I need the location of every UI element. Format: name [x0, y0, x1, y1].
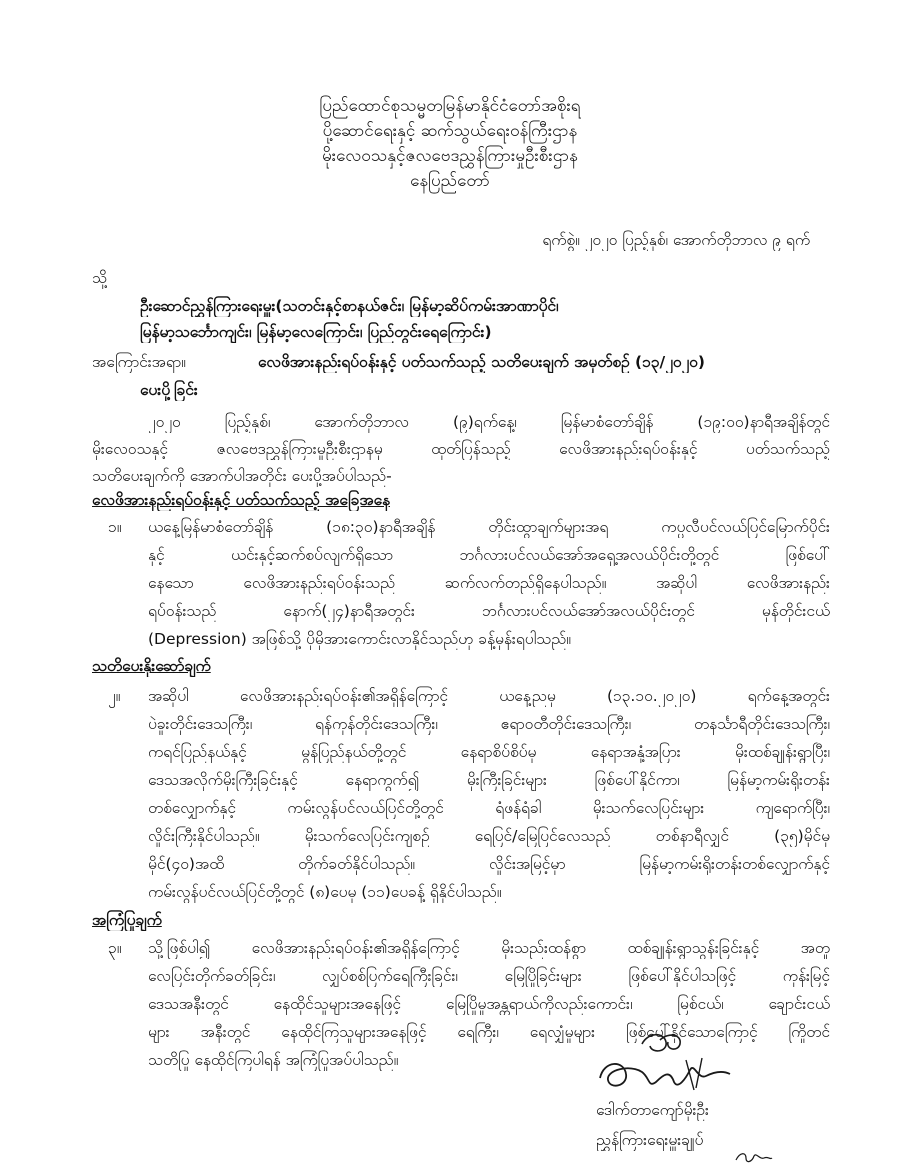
section3-number: ၃။ — [108, 939, 122, 957]
section2-line-2: ပဲခူးတိုင်းဒေသကြီး၊ ရန်ကုန်တိုင်းဒေသကြီး၊ ဧရာဝတီတိုင်းဒေသကြီး၊ တနင်္သာရီတိုင်းဒေသကြီး၊ — [148, 715, 830, 733]
recipients-line-1: ဦးဆောင်ညွှန်ကြားရေးမှူး(သတင်းနှင့်စာနယ်ဇင်း၊ မြန်မာ့ဆိပ်ကမ်းအာဏာပိုင်၊ — [140, 297, 559, 315]
section1-line-4: ရပ်ဝန်းသည် နောက်(၂၄)နာရီအတွင်း ဘင်္ဂလားပင်လယ်အော်အလယ်ပိုင်းတွင် မုန်တိုင်းငယ် — [148, 602, 830, 620]
section1-heading: လေဖိအားနည်းရပ်ဝန်းနှင့် ပတ်သက်သည့် အခြေအနေ — [92, 491, 391, 509]
handwritten-signature — [590, 1030, 740, 1100]
initials-mark — [734, 1148, 774, 1168]
section2-line-7: မိုင်(၄၀)အထိ တိုက်ခတ်နိုင်ပါသည်။ လှိုင်းအမြင့်မှာ မြန်မာ့ကမ်းရိုးတန်းတစ်လျှောက်နှင့် — [148, 855, 830, 873]
section1-number: ၁။ — [108, 518, 122, 536]
section2-line-3: ကရင်ပြည်နယ်နှင့် မွန်ပြည်နယ်တို့တွင် နေရာစိပ်စိပ်မှ နေရာအနှံ့အပြား မိုးထစ်ချုန်းရွာပြီး၊ — [148, 743, 830, 761]
section2-line-6: လှိုင်းကြီးနိုင်ပါသည်။ မိုးသက်လေပြင်းကျစဉ် ရေပြင်/မြေပြင်လေသည် တစ်နာရီလျှင် (၃၅)မိုင်မှ — [148, 827, 830, 845]
section2-line-8: ကမ်းလွန်ပင်လယ်ပြင်တို့တွင် (၈)ပေမှ (၁၁)ပေခန့် ရှိနိုင်ပါသည်။ — [148, 883, 502, 901]
header-line-ministry: ပို့ဆောင်ရေးနှင့် ဆက်သွယ်ရေးဝန်ကြီးဌာန — [322, 121, 578, 141]
intro-line-3: သတိပေးချက်ကို အောက်ပါအတိုင်း ပေးပို့အပ်ပါသည်- — [92, 467, 392, 485]
section1-line-5: (Depression) အဖြစ်သို့ ပိုမိုအားကောင်းလာနိုင်သည်ဟု ခန့်မှန်းရပါသည်။ — [148, 630, 571, 648]
section2-line-5: တစ်လျှောက်နှင့် ကမ်းလွန်ပင်လယ်ပြင်တို့တွင် ရံဖန်ရံခါ မိုးသက်လေပြင်းများ ကျရောက်ပြီး၊ — [148, 799, 830, 817]
section3-heading: အကြံပြုချက် — [92, 911, 162, 929]
section3-line-2: လေပြင်းတိုက်ခတ်ခြင်း၊ လျှပ်စစ်ပြက်ရေကြီးခြင်း၊ မြေပြိုခြင်းများ ဖြစ်ပေါ်နိုင်ပါသဖြင့် ကုန်းမြင့် — [148, 967, 830, 985]
subject-line-1: လေဖိအားနည်းရပ်ဝန်းနှင့် ပတ်သက်သည့် သတိပေးချက် အမှတ်စဉ် (၁၃/၂၀၂၀) — [258, 353, 705, 371]
section3-line-1: သို့ဖြစ်ပါ၍ လေဖိအားနည်းရပ်ဝန်း၏အရှိန်ကြောင့် မိုးသည်းထန်စွာ ထစ်ချုန်းရွာသွန်းခြင်းနှင့် အတူ — [148, 939, 830, 957]
section1-line-2: နှင့် ယင်းနှင့်ဆက်စပ်လျက်ရှိသော ဘင်္ဂလားပင်လယ်အော်အရှေ့အလယ်ပိုင်းတို့တွင် ဖြစ်ပေါ် — [148, 546, 830, 564]
document-date: ရက်စွဲ။ ၂၀၂၀ ပြည့်နှစ်၊ အောက်တိုဘာလ ၉ ရက် — [542, 231, 810, 249]
subject-label: အကြောင်းအရာ။ — [92, 353, 186, 371]
section2-heading: သတိပေးနိုးဆော်ချက် — [92, 657, 211, 675]
to-label: သို့ — [92, 269, 107, 287]
subject-line-2: ပေးပို့ခြင်း — [140, 381, 198, 399]
intro-line-2: မိုးလေဝသနှင့် ဇလဗေဒညွှန်ကြားမှုဦးစီးဌာနမှ ထုတ်ပြန်သည့် လေဖိအားနည်းရပ်ဝန်းနှင့် ပတ်သက်သည့် — [92, 440, 830, 458]
section2-number: ၂။ — [108, 687, 121, 705]
header-line-city: နေပြည်တော် — [410, 171, 490, 191]
header-line-department: မိုးလေဝသနှင့်ဇလဗေဒညွှန်ကြားမှုဦးစီးဌာန — [322, 146, 578, 166]
intro-line-1: ၂၀၂၀ ပြည့်နှစ်၊ အောက်တိုဘာလ (၉)ရက်နေ့၊ မြန်မာစံတော်ချိန် (၁၉:၀၀)နာရီအချိန်တွင် — [148, 413, 830, 431]
signatory-name: ဒေါက်တာကျော်မိုးဦး — [596, 1101, 709, 1119]
section2-line-4: ဒေသအလိုက်မိုးကြီးခြင်းနှင့် နေရာကွက်၍ မိုးကြီးခြင်းများ ဖြစ်ပေါ်နိုင်ကာ၊ မြန်မာ့ကမ်းရိုးတန်း — [148, 771, 830, 789]
recipients-line-2: မြန်မာ့သင်္ဘောကျင်း၊ မြန်မာ့လေကြောင်း၊ ပြည်တွင်းရေကြောင်း) — [140, 323, 492, 341]
section1-line-3: နေသော လေဖိအားနည်းရပ်ဝန်းသည် ဆက်လက်တည်ရှိနေပါသည်။ အဆိုပါ လေဖိအားနည်း — [148, 574, 830, 592]
section2-line-1: အဆိုပါ လေဖိအားနည်းရပ်ဝန်း၏အရှိန်ကြောင့် ယနေ့ညမှ (၁၃.၁၀.၂၀၂၀) ရက်နေ့အတွင်း — [148, 687, 830, 705]
header-line-government: ပြည်ထောင်စုသမ္မတမြန်မာနိုင်ငံတော်အစိုးရ — [319, 96, 581, 116]
section3-line-4: များ အနီးတွင် နေထိုင်ကြသူများအနေဖြင့် ရေကြီး၊ ရေလျှံမှုများ ဖြစ်ပေါ်နိုင်သောကြောင့် ကြိုတင် — [148, 1023, 830, 1041]
signatory-title: ညွှန်ကြားရေးမှူးချုပ် — [596, 1131, 704, 1149]
section3-line-5: သတိပြု နေထိုင်ကြပါရန် အကြံပြုအပ်ပါသည်။ — [148, 1051, 399, 1069]
section3-line-3: ဒေသအနီးတွင် နေထိုင်သူများအနေဖြင့် မြေပြိုမှုအန္တရာယ်ကိုလည်းကောင်း၊ မြစ်ငယ်၊ ချောင်းငယ် — [148, 995, 830, 1013]
section1-line-1: ယနေ့မြန်မာစံတော်ချိန် (၁၈:၃၀)နာရီအချိန် တိုင်းထွာချက်များအရ ကပ္ပလီပင်လယ်ပြင်မြောက်ပိုင်း — [148, 518, 830, 536]
